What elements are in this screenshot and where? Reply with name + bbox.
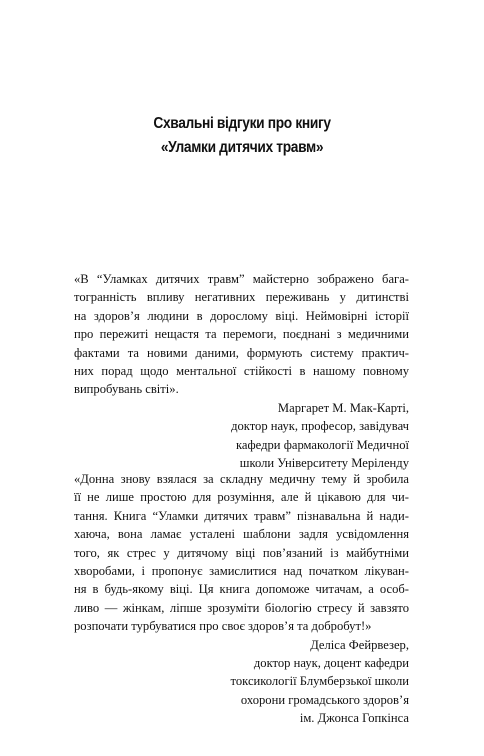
author-name: Маргарет М. Мак-Карті,: [277, 400, 409, 415]
quote-line: розпочати турбуватися про своє здоров’я та добробут!»: [74, 619, 372, 634]
quote-line: випробувань світі».: [74, 382, 179, 397]
quote-line: фактами та новими даними, формують систему практич-: [74, 345, 409, 360]
author-credential: охорони громадського здоров’я: [240, 692, 409, 707]
quote-line: ливо — жінкам, ліпше зрозуміти біологію стресу й завзято: [74, 600, 409, 615]
quote-line: «Донна знову взялася за складну медичну тему й зробила: [74, 472, 409, 486]
author-name: Деліса Фейрвезер,: [310, 637, 409, 652]
review-attribution: [74, 636, 409, 728]
page-title: [34, 112, 450, 160]
quote-line: того, як стрес у дитячому віці пов’язаний із майбутніми: [74, 545, 409, 560]
quote-line: про пережиті нещастя та перемоги, поєднані з медичними: [74, 327, 409, 342]
author-credential: кафедри фармакології Медичної: [236, 437, 409, 452]
review-2: [74, 470, 409, 728]
quote-line: хаюча, вона ламає усталені шаблони задля усвідомлення: [74, 527, 409, 542]
quote-line: ня в будь-якому віці. Ця книга допоможе читачам, а особ-: [74, 582, 409, 597]
author-credential: токсикології Блумберзької школи: [230, 674, 409, 689]
quote-line: тання. Книга “Уламки дитячих травм” пізнавальна й нади-: [74, 508, 409, 523]
quote-line: них порад щодо ментальної стійкості в нашому повному: [74, 364, 409, 379]
quote-line: хворобами, і пропонує замислитися над початком лікуван-: [74, 564, 409, 579]
review-1: [74, 270, 409, 472]
review-attribution: [74, 399, 409, 473]
author-credential: школи Університету Меріленду: [239, 456, 409, 471]
review-quote: [74, 470, 409, 636]
quote-line: її не лише простою для розуміння, але й цікавою для чи-: [74, 490, 409, 505]
quote-line: «В “Уламках дитячих травм” майстерно зображено бага-: [74, 272, 409, 286]
quote-line: тогранність впливу негативних переживань у дитинстві: [74, 290, 409, 305]
author-credential: доктор наук, доцент кафедри: [253, 656, 409, 671]
quote-line: на здоров’я людини в дорослому віці. Неймовірні історії: [74, 308, 409, 323]
author-credential: доктор наук, професор, завідувач: [231, 419, 409, 434]
review-quote: [74, 270, 409, 399]
author-credential: ім. Джонса Гопкінса: [299, 711, 409, 726]
title-line-2: «Уламки дитячих травм»: [160, 139, 324, 156]
title-line-1: Схвальні відгуки про книгу: [153, 115, 331, 132]
